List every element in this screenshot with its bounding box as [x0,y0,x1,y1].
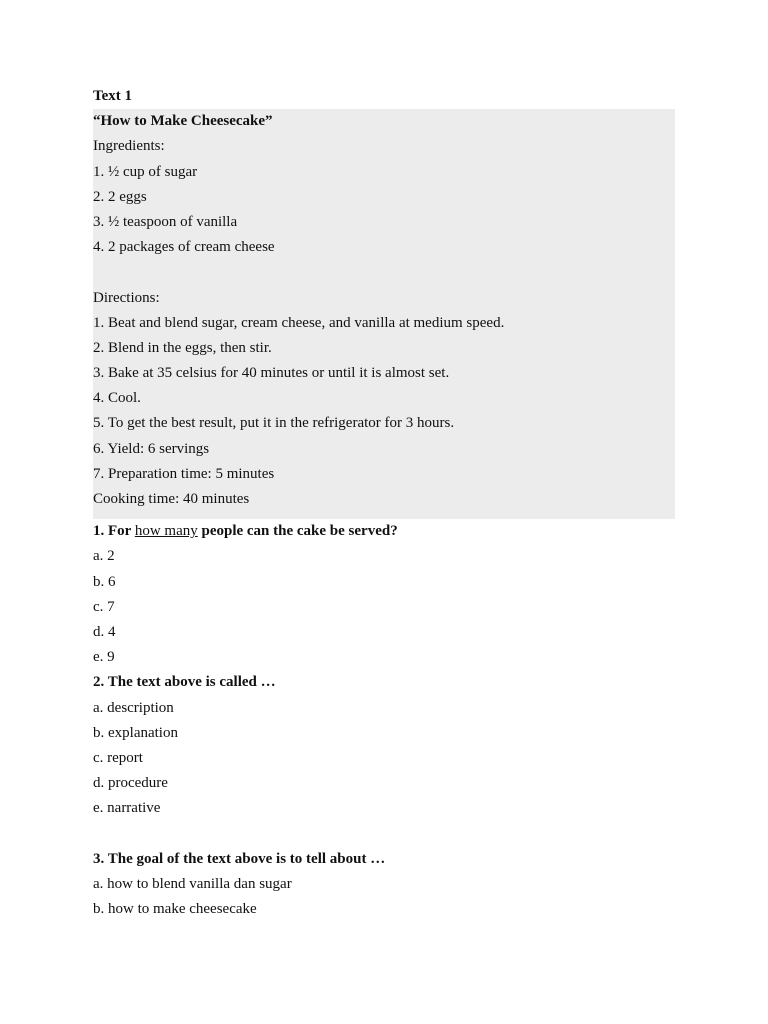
ingredients-heading: Ingredients: [93,138,165,155]
question-1-suffix: people can the cake be served? [197,523,398,540]
answer-option: a. 2 [93,548,115,565]
direction-item: Cooking time: 40 minutes [93,491,250,507]
answer-option: d. procedure [93,775,168,792]
direction-item: 1. Beat and blend sugar, cream cheese, and vanilla at medium speed. [93,314,505,331]
ingredient-item: 3. ½ teaspoon of vanilla [93,213,238,230]
question-2: 2. The text above is called … [93,674,276,691]
direction-item: 4. Cool. [93,390,141,407]
answer-option: d. 4 [93,623,116,640]
blank-line [93,821,675,846]
direction-item: 2. Blend in the eggs, then stir. [93,339,272,356]
question-3: 3. The goal of the text above is to tell about … [93,850,386,867]
answer-option: b. explanation [93,724,178,741]
directions-heading: Directions: [93,289,160,306]
answer-option: e. 9 [93,649,115,666]
answer-option: b. how to make cheesecake [93,901,257,917]
answer-option: c. 7 [93,598,115,615]
answer-option: a. description [93,699,174,716]
document-page [93,84,675,922]
direction-item: 3. Bake at 35 celsius for 40 minutes or until it is almost set. [93,365,450,382]
answer-option: e. narrative [93,800,161,817]
question-1 [93,519,675,544]
direction-item: 6. Yield: 6 servings [93,440,210,457]
direction-item: 7. Preparation time: 5 minutes [93,465,275,482]
blank-line [93,260,675,285]
answer-option: b. 6 [93,573,116,590]
recipe-title: “How to Make Cheesecake” [93,113,273,130]
answer-option: a. how to blend vanilla dan sugar [93,875,292,892]
text-label: Text 1 [93,88,133,104]
question-1-underlined: how many [134,523,198,540]
ingredient-item: 1. ½ cup of sugar [93,163,198,180]
question-1-prefix: 1. For [93,523,135,540]
recipe-box [93,109,675,519]
ingredient-item: 2. 2 eggs [93,188,147,205]
ingredient-item: 4. 2 packages of cream cheese [93,239,275,256]
answer-option: c. report [93,749,143,766]
direction-item: 5. To get the best result, put it in the refrigerator for 3 hours. [93,415,455,432]
